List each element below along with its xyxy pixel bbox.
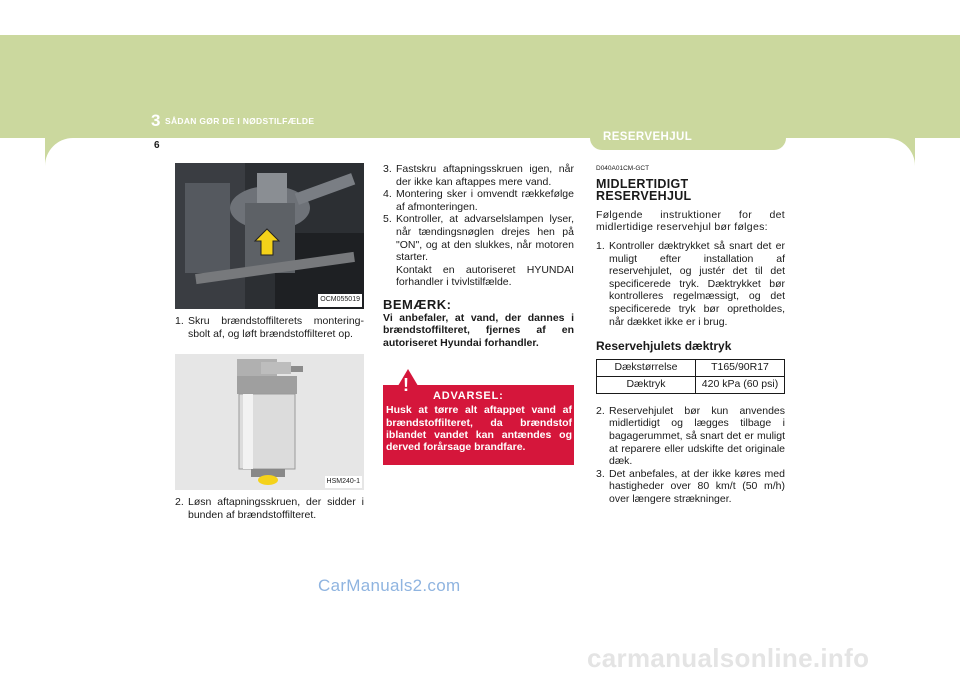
warning-heading: ADVARSEL: [433, 390, 504, 403]
table-cell-label: Dæktryk [597, 376, 696, 393]
table-row [597, 359, 785, 376]
page-number: 6 [154, 140, 160, 151]
item-text: Reservehjulet bør kun anvendes midlertidigt og lægges tilbage i bagagerummet, så snart det er muligt at reparere eller udskifte det originale dæk. [609, 404, 785, 468]
item-1 [596, 240, 785, 328]
section-tab-label: RESERVEHJUL [603, 131, 693, 143]
engine-photo [175, 163, 364, 309]
warning-exclamation-icon: ! [403, 375, 409, 396]
table-cell-value: T165/90R17 [696, 359, 785, 376]
table-cell-value: 420 kPa (60 psi) [696, 376, 785, 393]
item-2 [596, 405, 785, 468]
step-text: Montering sker i omvendt rækkefølge af afmonteringen. [396, 188, 574, 213]
step-1 [175, 315, 364, 340]
step-number: 5. [383, 213, 392, 226]
table-cell-label: Dækstørrelse [597, 359, 696, 376]
item-text: Det anbefales, at der ikke køres med hastigheder over 80 km/t (50 m/h) over længere strækninger. [609, 467, 785, 505]
section-code: D040A01CM-GCT [596, 165, 650, 172]
step-text: Fastskru aftapningsskruen igen, når der ikke kan aftappes mere vand. [396, 163, 574, 188]
item-3 [596, 468, 785, 506]
fuel-filter-illustration [175, 354, 364, 490]
step-number: 3. [383, 163, 392, 175]
section-intro: Følgende instruktioner for det midlertidige reservehjul bør følges: [596, 208, 785, 234]
section-title: MIDLERTIDIGT RESERVEHJUL [596, 176, 692, 204]
item-number: 1. [596, 239, 605, 252]
step-text-contact: Kontakt en autoriseret HYUNDAI forhandler i tvivlstilfælde. [396, 263, 574, 289]
photo-code: HSM240-1 [325, 476, 362, 489]
chapter-number: 3 [151, 111, 161, 130]
tire-spec-table [596, 359, 785, 394]
note-heading: BEMÆRK: [383, 296, 452, 312]
step-4 [383, 188, 574, 213]
photo-code: OCM055019 [318, 294, 362, 307]
watermark-link[interactable]: CarManuals2.com [318, 576, 461, 595]
engine-illustration [175, 163, 364, 309]
column-middle [383, 163, 574, 465]
item-number: 3. [596, 467, 605, 480]
step-5 [383, 213, 574, 289]
step-2 [175, 496, 364, 521]
tire-pressure-heading: Reservehjulets dæktryk [596, 339, 732, 354]
step-text: Skru brændstoffilterets montering-sbolt af, og løft brændstoffilteret op. [188, 315, 364, 340]
note-body: Vi anbefaler, at vand, der dannes i brændstoffilteret, fjernes af en autoriseret Hyundai forhandler. [383, 311, 574, 349]
step-number: 1. [175, 315, 184, 327]
warning-box [383, 375, 574, 465]
step-number: 4. [383, 188, 392, 201]
chapter-title: SÅDAN GØR DE I NØDSTILFÆLDE [165, 116, 315, 126]
step-3 [383, 163, 574, 188]
column-right [596, 163, 785, 505]
step-text: Kontroller, at advarselslampen lyser, når tændingsnøglen drejes hen på "ON", og at den slukkes, når motoren starter. [396, 213, 574, 264]
step-text: Løsn aftapningsskruen, der sidder i bunden af brændstoffilteret. [188, 496, 364, 521]
watermark-footer: carmanualsonline.info [587, 643, 870, 673]
fuel-filter-photo [175, 354, 364, 490]
column-left [175, 163, 364, 521]
step-number: 2. [175, 496, 184, 509]
item-text: Kontroller dæktrykket så snart det er muligt efter installation af reservehjulet, og justér det til det specificerede tryk. Dæktrykket bør kontrolleres regelmæssigt, og det specificerede tryk bør opretholdes, når dækket ikke er i brug. [609, 239, 785, 328]
table-row [597, 376, 785, 393]
warning-body: Husk at tørre alt aftappet vand af brændstoffilteret, da brændstof iblandet vandet kan antændes og derved forårsage brandfare. [386, 404, 572, 454]
item-number: 2. [596, 404, 605, 417]
